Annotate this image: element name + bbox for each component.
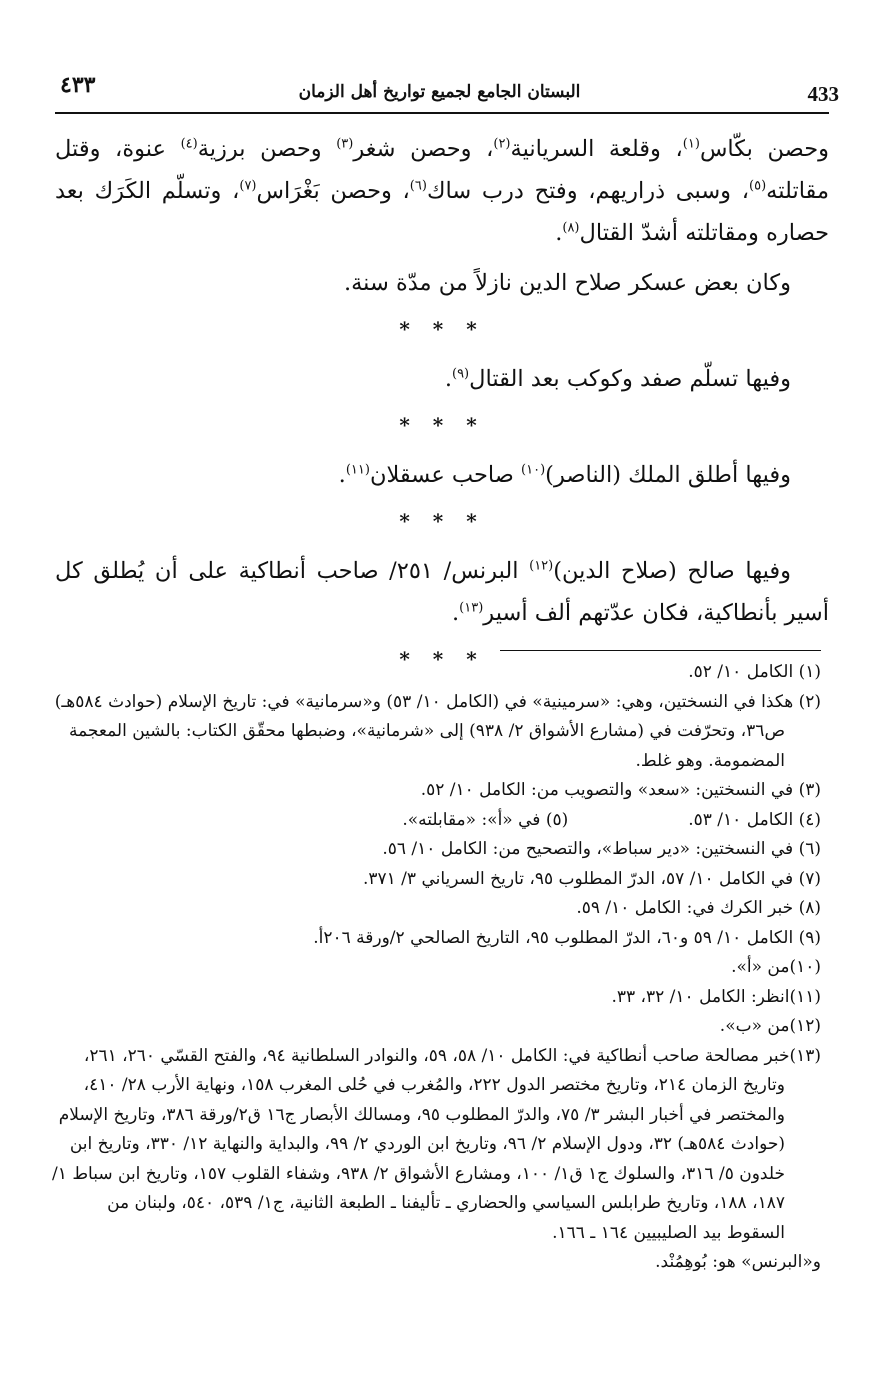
running-title: البستان الجامع لجميع تواريخ أهل الزمان <box>298 82 581 102</box>
paragraph-3: وفيها تسلّم صفد وكوكب بعد القتال$^{(٩)}$. <box>444 366 791 392</box>
footnote-rule <box>500 650 821 651</box>
footnote-ref: (٧) <box>239 178 257 194</box>
footnotes <box>45 658 821 1278</box>
footnote-5: (٥) في «أ»: «مقابلته». <box>402 809 569 830</box>
footnote-ref: (١٢) <box>529 558 554 574</box>
section-divider-stars: * * * <box>399 317 485 341</box>
main-text <box>55 128 829 684</box>
footnote-12: (١٢)من «ب». <box>719 1016 821 1036</box>
page-number-latin: 433 <box>807 82 839 106</box>
footnote-row-4-5 <box>45 806 821 836</box>
footnote-ref: (٨) <box>562 220 580 236</box>
footnote-ref: (٩) <box>451 366 470 382</box>
paragraph-5: وفيها صالح (صلاح الدين)$^{(١٢)}$ البرنس/ ٢٥١/ صاحب أنطاكية على أن يُطلق كل أسير بأنطاكية، فكان عدّتهم ألف أسير$^{(١٣)}$. <box>55 558 829 626</box>
footnote-ref: (١٣) <box>459 600 484 616</box>
footnote-ref: (٣) <box>336 136 354 152</box>
footnote-row-3-5 <box>45 776 821 806</box>
footnote-6: (٦) في النسختين: «دير سباط»، والتصحيح من: الكامل ١٠/ ٥٦. <box>382 839 821 859</box>
footnote-13-note: و«البرنس» هو: بُوهِمُنْد. <box>655 1252 821 1272</box>
footnote-9: (٩) الكامل ١٠/ ٥٩ و٦٠، الدرّ المطلوب ٩٥، التاريخ الصالحي ٢/ورقة ٢٠٦أ. <box>313 927 821 948</box>
footnote-ref: (٥) <box>749 178 767 194</box>
page-number-arabic: ٤٣٣ <box>60 72 96 98</box>
page-header <box>40 72 839 112</box>
footnote-ref: (١١) <box>345 462 370 478</box>
footnote-ref: (٤) <box>180 136 198 152</box>
footnote-2: (٢) هكذا في النسختين، وهي: «سرمينية» في (الكامل ١٠/ ٥٣) و«سرمانية» في: تاريخ الإسلام (حوادث ٥٨٤هـ) ص٣٦، وتحرّفت في (مشارع الأشواق ٢/ ٩٣٨) إلى «شرمانية»، وضبطها محقّق الكتاب: بالشين المعجمة المضمومة. وهو غلط. <box>54 691 821 771</box>
paragraph-2: وكان بعض عسكر صلاح الدين نازلاً من مدّة سنة. <box>343 270 791 296</box>
footnote-ref: (٦) <box>409 178 427 194</box>
paragraph-1: وحصن بكّاس$^{(١)}$، وقلعة السريانية$^{(٢)}$، وحصن شغر$^{(٣)}$ وحصن برزية$^{(٤)}$ عنوة، وقتل مقاتلته$^{(٥)}$، وسبى ذراريهم، وفتح درب ساك$^{(٦)}$، وحصن بَغْرَاس$^{(٧)}$، وتسلّم الكَرَك بعد حصاره ومقاتلته أشدّ القتال$^{(٨)}$. <box>55 136 829 246</box>
footnote-10: (١٠)من «أ». <box>731 957 821 977</box>
footnote-11: (١١)انظر: الكامل ١٠/ ٣٢، ٣٣. <box>611 986 821 1007</box>
paragraph-4: وفيها أطلق الملك (الناصر)$^{(١٠)}$ صاحب عسقلان$^{(١١)}$. <box>338 462 791 488</box>
footnote-3: (٣) في النسختين: «سعد» والتصويب من: الكامل ١٠/ ٥٢. <box>420 780 821 800</box>
section-divider-stars: * * * <box>399 647 485 671</box>
footnote-4: (٤) الكامل ١٠/ ٥٣. <box>688 809 821 830</box>
footnote-ref: (٢) <box>493 136 511 152</box>
section-divider-stars: * * * <box>399 509 485 533</box>
footnote-ref: (١٠) <box>521 462 546 478</box>
footnote-7: (٧) في الكامل ١٠/ ٥٧، الدرّ المطلوب ٩٥، تاريخ السرياني ٣/ ٣٧١. <box>362 868 821 889</box>
footnote-1: (١) الكامل ١٠/ ٥٢. <box>688 662 821 682</box>
header-rule <box>55 112 829 114</box>
section-divider-stars: * * * <box>399 413 485 437</box>
footnote-ref: (١) <box>682 136 700 152</box>
footnote-8: (٨) خبر الكرك في: الكامل ١٠/ ٥٩. <box>576 898 821 918</box>
footnote-13: (١٣)خبر مصالحة صاحب أنطاكية في: الكامل ١٠/ ٥٨، ٥٩، والنوادر السلطانية ٩٤، والفتح القسّي ٢٦٠، ٢٦١، وتاريخ الزمان ٢١٤، وتاريخ مختصر الدول ٢٢٢، والمُغرب في حُلى المغرب ١٥٨، ونهاية الأرب ٢٨/ ٤١٠، والمختصر في أخبار البشر ٣/ ٧٥، والدرّ المطلوب ٩٥، ومسالك الأبصار ج١٦ ق٢/ورقة ٣٨٦، وتاريخ الإسلام (حوادث ٥٨٤هـ) ٣٢، ودول الإسلام ٢/ ٩٦، وتاريخ ابن الوردي ٢/ ٩٩، والبداية والنهاية ١٢/ ٣٣٠، وتاريخ ابن خلدون ٥/ ٣١٦، والسلوك ج١ ق١/ ١٠٠، ومشارع الأشواق ٢/ ٩٣٨، وشفاء القلوب ١٥٧، وتاريخ ابن سباط ١/ ١٨٧، ١٨٨، وتاريخ طرابلس السياسي والحضاري ـ تأليفنا ـ الطبعة الثانية، ج١/ ٥٣٩، ٥٤٠، ولبنان من السقوط بيد الصليبيين ١٦٤ ـ ١٦٦. <box>52 1045 821 1243</box>
